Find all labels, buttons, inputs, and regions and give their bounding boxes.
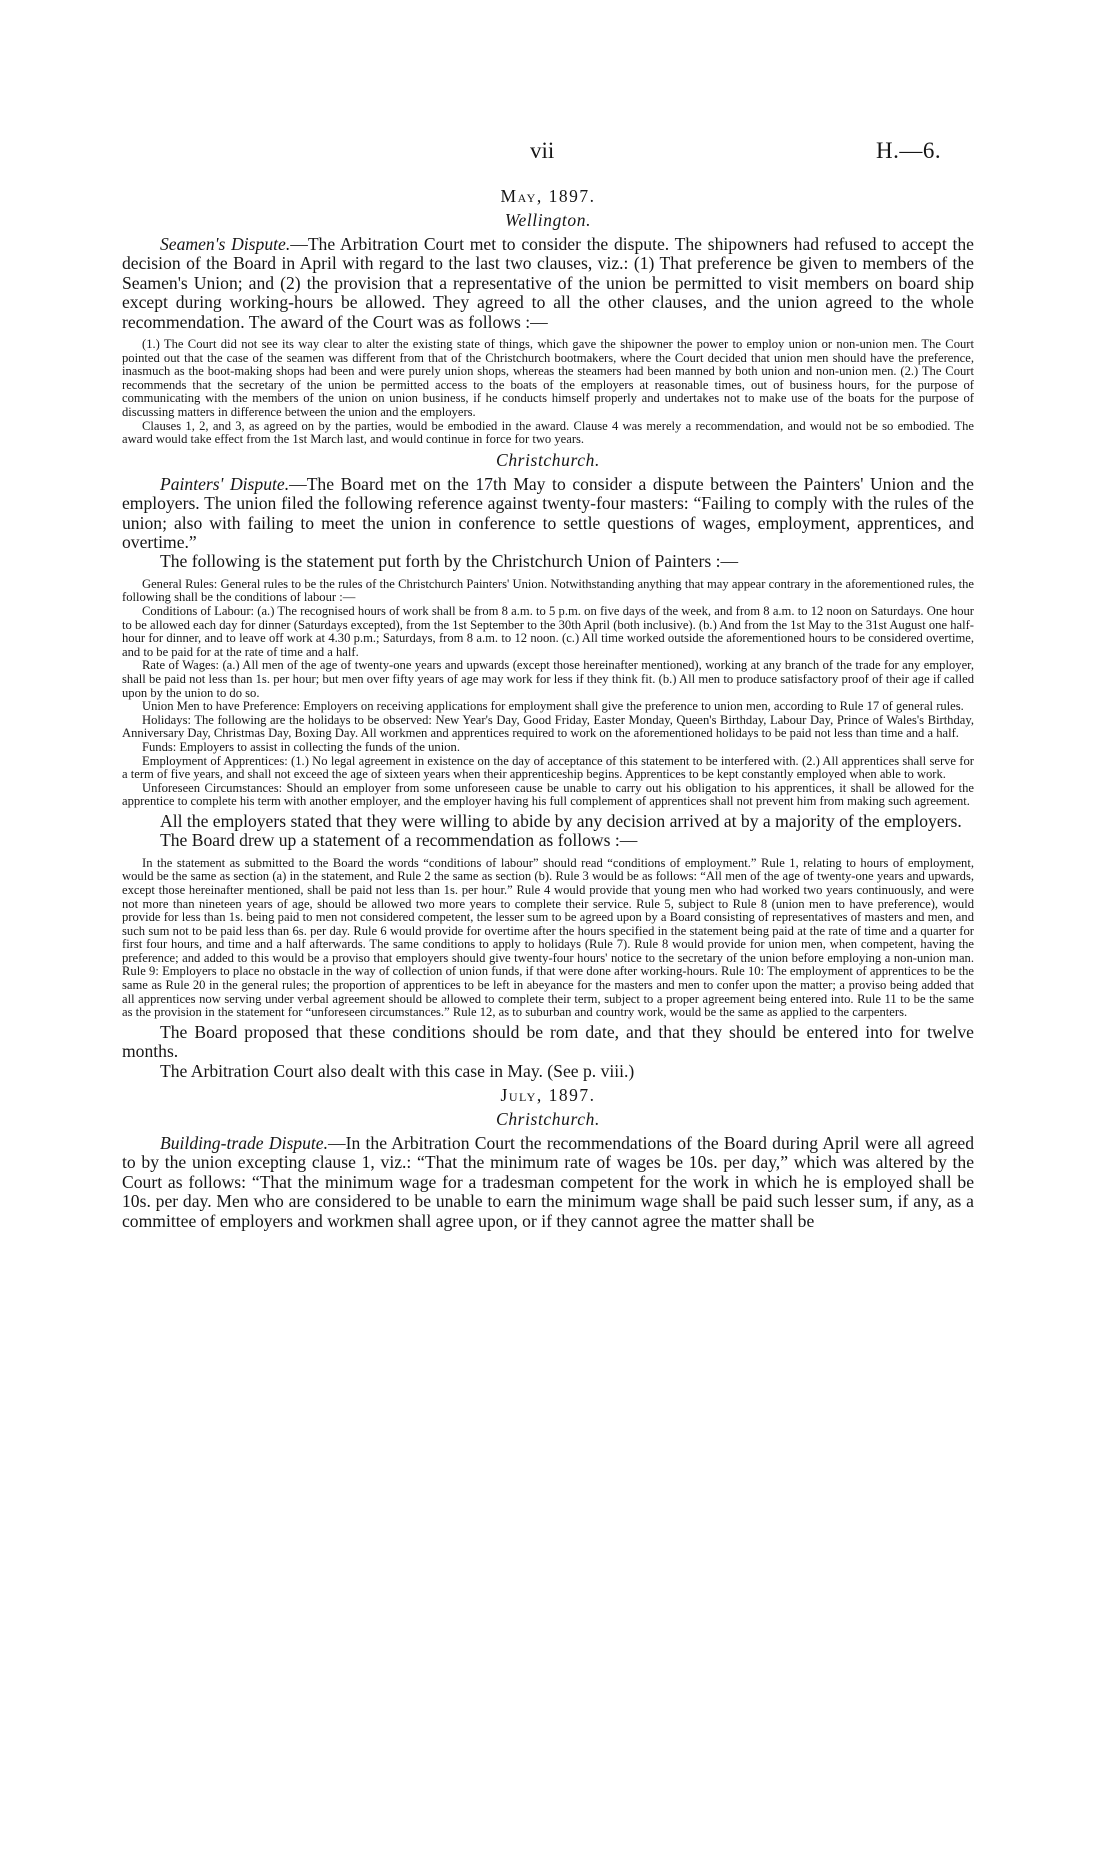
page-number: vii — [530, 138, 555, 163]
painters-dispute-paragraph: Painters' Dispute.—The Board met on the 17th May to consider a dispute between the Painters' Union and the employers. The union filed the following reference against twenty-four masters: “Failing to comply with the rules of the union; also with failing to meet the union in conference to settle questions of wages, employment, apprentices, and overtime.” — [122, 473, 974, 552]
page-header — [0, 138, 1114, 168]
seamens-award-paragraph-1: (1.) The Court did not see its way clear to alter the existing state of things, which gave the shipowner the power to employ union or non-union men. The Court pointed out that the case of the seamen was different from that of the Christchurch bootmakers, where the Court decided that union men should have the preference, inasmuch as the boot-making shops had been and were purely union shops, whereas the steamers had been manned by both union and non-union men. (2.) The Court recommends that the secretary of the union be permitted access to the boats of the employers at reasonable times, out of business hours, for the purpose of communicating with the members of the union on union business, if he conducts himself properly and undertakes not to make use of the boats for the purpose of discussing matters in difference between the union and the employers. — [122, 337, 974, 419]
rule-paragraph: Conditions of Labour: (a.) The recognised hours of work shall be from 8 a.m. to 5 p.m. on five days of the week, and from 8 a.m. to 12 noon on Saturdays. One hour to be allowed each day for dinner (Saturdays excepted), from the 1st September to the 30th April (both inclusive). (b.) And from the 1st May to the 31st August one half-hour for dinner, and to leave off work at 4.30 p.m.; Saturdays, from 8 a.m. to 12 noon. (c.) All time worked outside the aforementioned hours to be considered overtime, and to be paid for at the rate of time and a half. — [122, 604, 974, 659]
place-heading-christchurch-july: Christchurch. — [496, 1109, 600, 1130]
seamens-dispute-title: Seamen's Dispute. — [160, 234, 291, 254]
place-heading-christchurch-may: Christchurch. — [496, 449, 600, 470]
rule-paragraph: Rate of Wages: (a.) All men of the age of twenty-one years and upwards (except those hereinafter mentioned), working at any branch of the trade for any employer, shall be paid not less than 1s. per hour; but men over fifty years of age may work for less if they think fit. (b.) All men to produce satisfactory proof of their age if called upon by the union to do so. — [122, 658, 974, 700]
painters-dispute-title: Painters' Dispute. — [160, 473, 290, 494]
rule-paragraph: Union Men to have Preference: Employers on receiving applications for employment shall give the preference to union men, according to Rule 17 of general rules. — [142, 699, 964, 714]
page-content — [122, 186, 974, 1231]
painters-rules-block — [122, 578, 974, 809]
document-reference: H.—6. — [876, 138, 942, 163]
building-trade-paragraph: Building-trade Dispute.—In the Arbitration Court the recommendations of the Board during April were all agreed to by the union excepting clause 1, viz.: “That the minimum rate of wages be 10s. per day,” which was altered by the Court as follows: “That the minimum wage for a tradesman competent for the work in which he is employed shall be 10s. per day. Men who are considered to be unable to earn the minimum wage shall be paid such lesser sum, if any, as a committee of employers and workmen shall agree upon, or if they cannot agree the matter shall be — [122, 1133, 974, 1231]
seamens-award-paragraph-2: Clauses 1, 2, and 3, as agreed on by the parties, would be embodied in the award. Clause 4 was merely a recommendation, and would not be so embodied. The award would take effect from the 1st March last, and would continue in force for two years. — [122, 418, 974, 447]
building-trade-title: Building-trade Dispute. — [160, 1133, 328, 1154]
board-recommendation-block — [122, 857, 974, 1020]
seamens-dispute-paragraph: Seamen's Dispute.—The Arbitration Court met to consider the dispute. The shipowners had refused to accept the decision of the Board in April with regard to the last two clauses, viz.: (1) That preference be given to members of the Seamen's Union; and (2) the provision that a representative of the union be permitted to visit members on board ship except during working-hours be allowed. They agreed to all the other clauses, and the union agreed to the whole recommendation. The award of the Court was as follows :— — [122, 234, 974, 332]
rule-paragraph: Holidays: The following are the holidays to be observed: New Year's Day, Good Friday, Easter Monday, Queen's Birthday, Labour Day, Prince of Wales's Birthday, Anniversary Day, Christmas Day, Boxing Day. All workmen and apprentices required to work on the aforementioned holidays to be paid not less than time and a half. — [122, 712, 974, 741]
arbitration-may-paragraph: The Arbitration Court also dealt with this case in May. (See p. viii.) — [160, 1060, 635, 1081]
seamens-award-block — [122, 338, 974, 447]
rule-paragraph: Funds: Employers to assist in collecting the funds of the union. — [142, 739, 460, 754]
rule-paragraph: Employment of Apprentices: (1.) No legal agreement in existence on the day of acceptance of this statement to be interfered with. (2.) All apprentices shall serve for a term of five years, and shall not exceed the age of sixteen years when their apprenticeship begins. Apprentices to be kept constantly employed when able to work. — [122, 753, 974, 782]
board-recommendation-paragraph: In the statement as submitted to the Board the words “conditions of labour” should read “conditions of employment.” Rule 1, relating to hours of employment, would be the same as section (a) in the statement, and Rule 2 the same as section (b). Rule 3 would be as follows: “All men of the age of twenty-one years and upwards, except those hereinafter mentioned, shall be paid not less than 1s. per hour.” Rule 4 would provide that young men who had worked two years continuously, and were not more than nineteen years of age, should be allowed two more years to complete their service. Rule 5, subject to Rule 8 (union men to have preference), would provide for less than 1s. being paid to men not considered competent, the lesser sum to be agreed upon by a Board consisting of representatives of masters and men, and such sum not to be paid less than 6s. per day. Rule 6 would provide for overtime after the hours specified in the statement being paid at the rate of time and a quarter for first four hours, and time and a half afterwards. The same conditions to apply to holidays (Rule 7). Rule 8 would provide for union men, when competent, having the preference; and added to this would be a proviso that employers should give twenty-four hours' notice to the secretary of the union before employing a non-union man. Rule 9: Employers to place no obstacle in the way of collection of union funds, if that were done after working-hours. Rule 10: The employment of apprentices to be the same as Rule 20 in the general rules; the proportion of apprentices to be left in abeyance for the masters and men to confer upon the matter; a proviso being added that all apprentices now serving under verbal agreement should be allowed to complete their term, subject to a proper agreement being entered into. Rule 11 to be the same as the provision in the statement for “unforeseen circumstances.” Rule 12, as to suburban and country work, would be the same as applied to the carpenters. — [122, 855, 974, 1020]
rule-paragraph: Unforeseen Circumstances: Should an employer from some unforeseen cause be unable to carry out his obligation to his apprentices, it shall be allowed for the apprentice to complete his term with another employer, and the employer having his full complement of apprentices shall not prevent him from making such agreement. — [122, 780, 974, 809]
section-heading-may: May, 1897. — [500, 186, 596, 206]
board-intro-paragraph: The Board drew up a statement of a recommendation as follows :— — [160, 830, 638, 851]
section-heading-july: July, 1897. — [500, 1085, 596, 1106]
rule-paragraph: General Rules: General rules to be the rules of the Christchurch Painters' Union. Notwithstanding anything that may appear contrary in the aforementioned rules, the following shall be the conditions of labour :— — [122, 576, 974, 605]
painters-statement-intro: The following is the statement put forth by the Christchurch Union of Painters :— — [160, 551, 739, 572]
employers-paragraph: All the employers stated that they were willing to abide by any decision arrived at by a majority of the employers. — [160, 810, 962, 831]
board-proposed-paragraph: The Board proposed that these conditions should be rom date, and that they should be entered into for twelve months. — [122, 1021, 974, 1062]
place-heading-wellington: Wellington. — [504, 210, 592, 230]
